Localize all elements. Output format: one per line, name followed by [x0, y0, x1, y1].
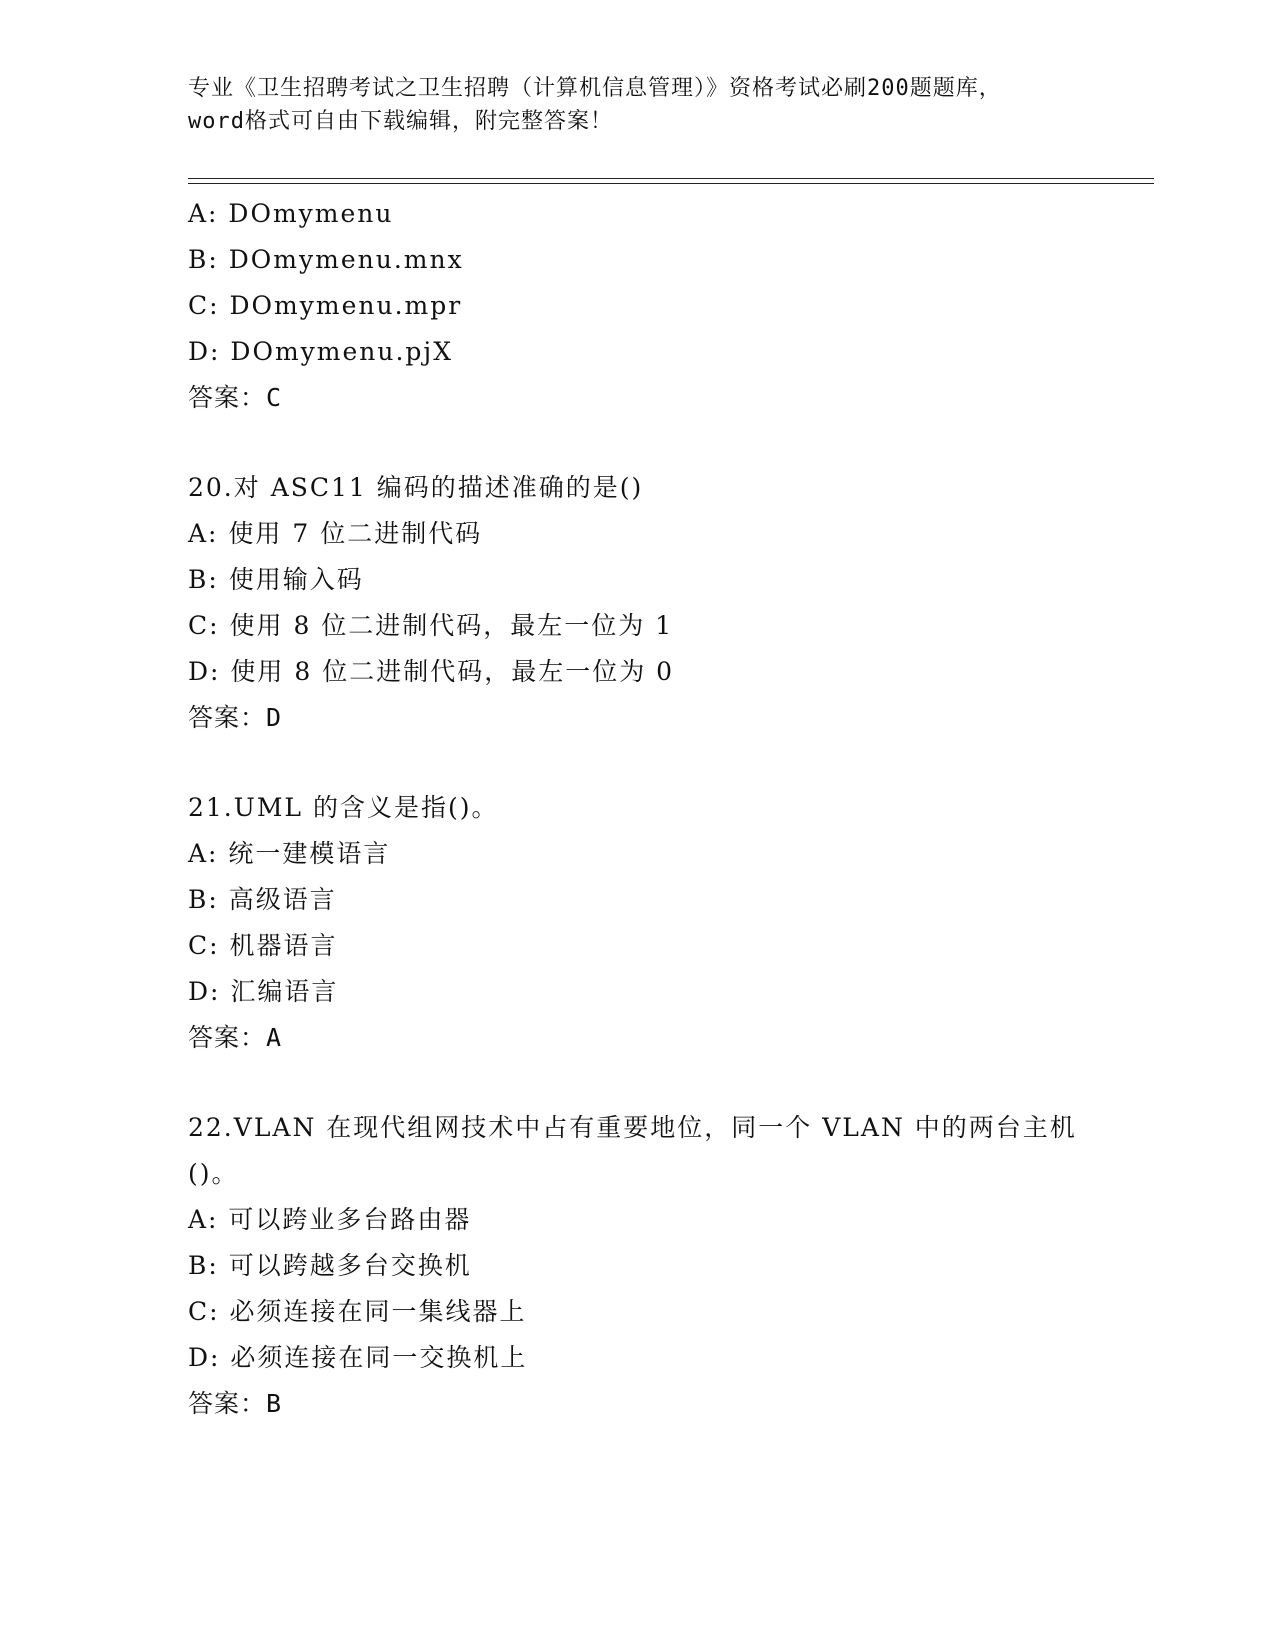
option-d: D: 汇编语言	[188, 977, 339, 1006]
option-b: B: 使用输入码	[188, 565, 364, 594]
question-block-22	[188, 1105, 1148, 1427]
option-b: B: 可以跨越多台交换机	[188, 1251, 472, 1280]
option-c: C: 机器语言	[188, 931, 338, 960]
document-header	[188, 72, 1088, 138]
option-d: D: DOmymenu.pjX	[188, 337, 453, 366]
answer-line: 答案：C	[188, 383, 283, 412]
option-a: A: 可以跨业多台路由器	[188, 1205, 472, 1234]
header-line-1: 专业《卫生招聘考试之卫生招聘（计算机信息管理）》资格考试必刷200题题库，	[188, 76, 1002, 101]
option-c: C: 使用 8 位二进制代码，最左一位为 1	[188, 611, 674, 640]
option-b: B: 高级语言	[188, 885, 337, 914]
header-divider-top	[188, 178, 1154, 179]
option-c: C: 必须连接在同一集线器上	[188, 1297, 527, 1326]
option-d: D: 使用 8 位二进制代码，最左一位为 0	[188, 657, 675, 686]
header-divider-bottom	[188, 183, 1154, 184]
question-block-21	[188, 785, 1148, 1061]
answer-line: 答案：D	[188, 703, 283, 732]
option-a: A: 统一建模语言	[188, 839, 391, 868]
question-block-20	[188, 465, 1148, 741]
option-a: A: DOmymenu	[188, 199, 394, 228]
header-line-2: word格式可自由下载编辑，附完整答案！	[188, 109, 613, 134]
option-d: D: 必须连接在同一交换机上	[188, 1343, 528, 1372]
answer-line: 答案：A	[188, 1023, 283, 1052]
question-block-prev	[188, 191, 1148, 421]
option-c: C: DOmymenu.mpr	[188, 291, 463, 320]
question-stem: 22.VLAN 在现代组网技术中占有重要地位，同一个 VLAN 中的两台主机()。	[188, 1113, 1077, 1188]
answer-line: 答案：B	[188, 1389, 283, 1418]
question-stem: 21.UML 的含义是指()。	[188, 793, 499, 822]
question-list	[188, 191, 1148, 1427]
option-b: B: DOmymenu.mnx	[188, 245, 464, 274]
question-stem: 20.对 ASC11 编码的描述准确的是()	[188, 473, 644, 502]
option-a: A: 使用 7 位二进制代码	[188, 519, 483, 548]
